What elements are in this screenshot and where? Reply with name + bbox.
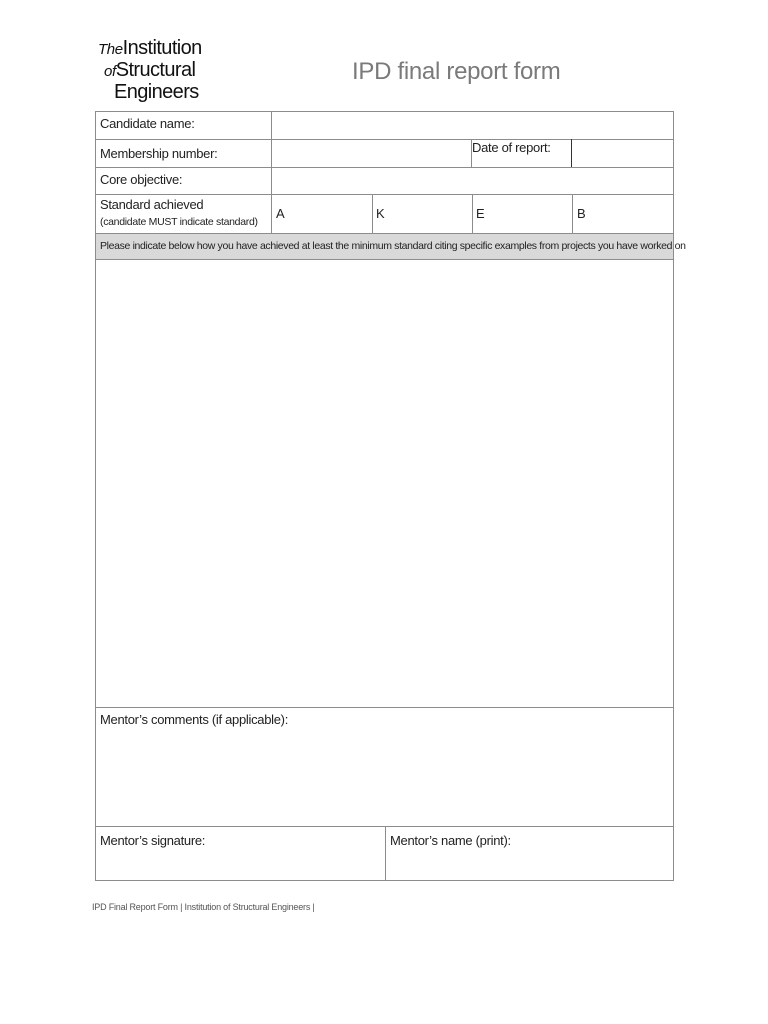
column-divider (385, 826, 386, 881)
standard-option-b[interactable]: B (577, 206, 586, 221)
standard-achieved-label: Standard achieved (100, 197, 204, 212)
mentor-comments-field[interactable] (96, 730, 673, 825)
logo-of: of (104, 63, 116, 80)
column-divider (271, 112, 272, 233)
logo-the: The (98, 41, 123, 58)
candidate-name-label: Candidate name: (100, 116, 195, 131)
mentor-name-label: Mentor’s name (print): (390, 833, 511, 848)
standard-option-k[interactable]: K (376, 206, 385, 221)
standard-option-a[interactable]: A (276, 206, 285, 221)
mentor-signature-label: Mentor’s signature: (100, 833, 206, 848)
column-divider (472, 194, 473, 233)
page-footer: IPD Final Report Form | Institution of Structural Engineers | (92, 902, 315, 912)
column-divider (572, 194, 573, 233)
core-objective-field[interactable] (273, 168, 673, 193)
candidate-name-field[interactable] (273, 113, 673, 138)
logo-institution: Institution (122, 37, 202, 59)
standard-option-e[interactable]: E (476, 206, 485, 221)
evidence-text-area[interactable] (96, 260, 673, 706)
date-of-report-label: Date of report: (472, 140, 551, 155)
membership-number-label: Membership number: (100, 146, 218, 161)
page-title: IPD final report form (352, 58, 561, 85)
standard-achieved-note: (candidate MUST indicate standard) (100, 216, 258, 228)
row-divider (96, 707, 673, 708)
istructe-logo (98, 38, 228, 103)
instruction-banner: Please indicate below how you have achieved at least the minimum standard citing specific examples from projects you have worked on (96, 234, 673, 260)
membership-number-field[interactable] (273, 140, 470, 166)
row-divider (96, 194, 673, 195)
report-form (95, 111, 686, 881)
column-divider (571, 139, 572, 167)
column-divider (372, 194, 373, 233)
date-of-report-field[interactable] (573, 140, 673, 166)
mentor-comments-label: Mentor’s comments (if applicable): (100, 712, 289, 727)
core-objective-label: Core objective: (100, 172, 183, 187)
logo-engineers: Engineers (114, 81, 199, 103)
logo-structural: Structural (115, 59, 196, 81)
